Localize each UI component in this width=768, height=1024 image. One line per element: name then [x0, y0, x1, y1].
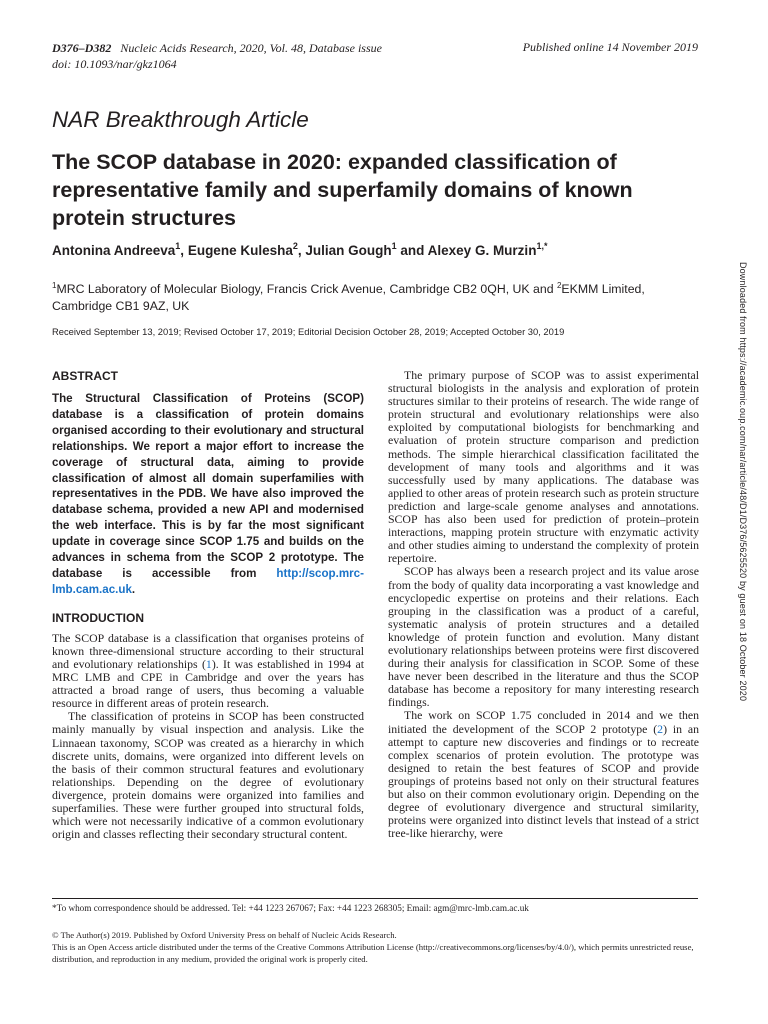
author-name: Julian Gough	[305, 243, 392, 258]
left-column	[52, 369, 364, 841]
affiliations: $^1$MRC Laboratory of Molecular Biology, Francis Crick Avenue, Cambridge CB2 0QH, UK and $^2$EKMM Limited, Cambridge CB1 9AZ, UK	[52, 281, 645, 313]
author-list: Antonina Andreeva$^1$, Eugene Kulesha$^2$, Julian Gough$^1$ and Alexey G. Murzin$^{1,*}$	[52, 241, 548, 258]
copyright-notice	[52, 929, 702, 965]
abstract-heading: ABSTRACT	[52, 369, 118, 383]
introduction-heading: INTRODUCTION	[52, 610, 144, 625]
reference-link[interactable]: 2	[657, 721, 664, 736]
correspondence-footnote: *To whom correspondence should be addressed. Tel: +44 1223 267067; Fax: +44 1223 268305; Email: agm@mrc-lmb.cam.ac.uk	[52, 903, 529, 913]
published-date: Published online 14 November 2019	[522, 40, 698, 54]
author-name: Eugene Kulesha	[187, 243, 293, 258]
body-paragraph-1: The primary purpose of SCOP was to assist experimental structural biologists in the analysis and exploration of protein structures similar to their proteins of research. The wide range of protein structural and evolutionary relationships were also exploited by computational biologists for benchmarking and evaluation of protein structure comparison and prediction methods. The simple hierarchical classification facilitated the development of many tools and algorithms and it was successfully used by many applications. The database was applied to other areas of protein research such as protein structure prediction and large-scale genome analyses and annotations. SCOP has also been used for prediction of protein–protein interactions, mapping protein structure with enzymatic activity and other studies aiming to understand the complexity of protein repertoire.	[388, 368, 699, 566]
journal-name: Nucleic Acids Research, 2020, Vol. 48, Database issue	[120, 41, 382, 55]
author-name: Antonina Andreeva	[52, 243, 176, 258]
author-name: Alexey G. Murzin	[427, 243, 537, 258]
copyright-line: © The Author(s) 2019. Published by Oxford University Press on behalf of Nucleic Acids Research.	[52, 930, 397, 940]
doi[interactable]: doi: 10.1093/nar/gkz1064	[52, 57, 177, 71]
author-affil-mark: 1,*	[536, 241, 548, 251]
intro-paragraph-2: The classification of proteins in SCOP has been constructed mainly manually by visual inspection and analysis. Like the Linnaean taxonomy, SCOP was created as a hierarchy in which discrete units, domains, were organized into different levels on the basis of their common structural features and evolutionary relationships. Depending on the degree of evolutionary divergence, protein domains were organized into families and superfamilies. These were further grouped into structural folds, which were not necessarily indicative of a common evolutionary origin and classes reflecting their secondary structural content.	[52, 709, 364, 842]
abstract-text: The Structural Classification of Proteins (SCOP) database is a classification of protein domains organised according to their evolutionary and structural relationships. We report a major effort to increase the coverage of structural data, aiming to provide classification of almost all domain superfamilies with representatives in the PDB. We have also improved the database schema, provided a new API and modernised the web interface. This is by far the most significant update in coverage since SCOP 1.75 and builds on the advances in schema from the SCOP 2 prototype. The database is accessible from http://scop.mrc-lmb.cam.ac.uk.	[52, 392, 364, 596]
body-paragraph-3: The work on SCOP 1.75 concluded in 2014 and we then initiated the development of the SCOP 2 prototype (2) in an attempt to capture new discoveries and findings or to recreate complex scenarios of protein evolution. The prototype was designed to retain the best features of SCOP and provide groupings of proteins based not only on their structural features but also on their common evolutionary origin. Depending on the degree of evolutionary divergence and structural similarity, proteins were organized into distinct levels that instead of a strict tree-like hierarchy, were	[388, 708, 699, 841]
footnote-divider	[52, 898, 698, 899]
scop-link[interactable]: http://scop.mrc-lmb.cam.ac.uk	[52, 566, 364, 596]
body-paragraph-2: SCOP has always been a research project and its value arose from the body of quality data incorporating a vast knowledge and encyclopedic expertise on proteins and their relations. Each grouping in the classification was a product of a careful, systematic analysis of protein structures and a detailed knowledge of protein function and evolution. Many distant evolutionary relationships between proteins were first discovered during their analysis for classification in SCOP. Some of these have never been described in the literature and thus the SCOP database has become a repository for many interesting research findings.	[388, 564, 699, 710]
running-header	[52, 40, 382, 72]
download-watermark-text: Downloaded from https://academic.oup.com/nar/article/48/D1/D376/5625520 by guest on 18 October 2020	[738, 262, 748, 702]
author-affil-mark: 2	[292, 241, 298, 251]
download-watermark	[736, 262, 750, 762]
received-dates: Received September 13, 2019; Revised October 17, 2019; Editorial Decision October 28, 2019; Accepted October 30, 2019	[52, 326, 565, 337]
article-type: NAR Breakthrough Article	[52, 107, 309, 132]
right-column	[388, 369, 699, 840]
intro-paragraph-1: The SCOP database is a classification that organises proteins of known three-dimensional structure according to their structural and evolutionary relationships (1). It was established in 1994 at MRC LMB and CPE in Cambridge and over the years has attracted a broad range of users, thus becoming a valuable resource in different areas of protein research.	[52, 630, 364, 711]
reference-link[interactable]: 1	[205, 656, 212, 671]
page-range: D376–D382	[52, 41, 112, 55]
author-affil-mark: 1	[175, 241, 181, 251]
article-title: The SCOP database in 2020: expanded classification of representative family and superfamily domains of known protein structures	[52, 150, 633, 230]
author-affil-mark: 1	[391, 241, 397, 251]
license-text: This is an Open Access article distributed under the terms of the Creative Commons Attribution License (http://creativecommons.org/licenses/by/4.0/), which permits unrestricted reuse, distribution, and reproduction in any medium, provided the original work is properly cited.	[52, 942, 694, 964]
